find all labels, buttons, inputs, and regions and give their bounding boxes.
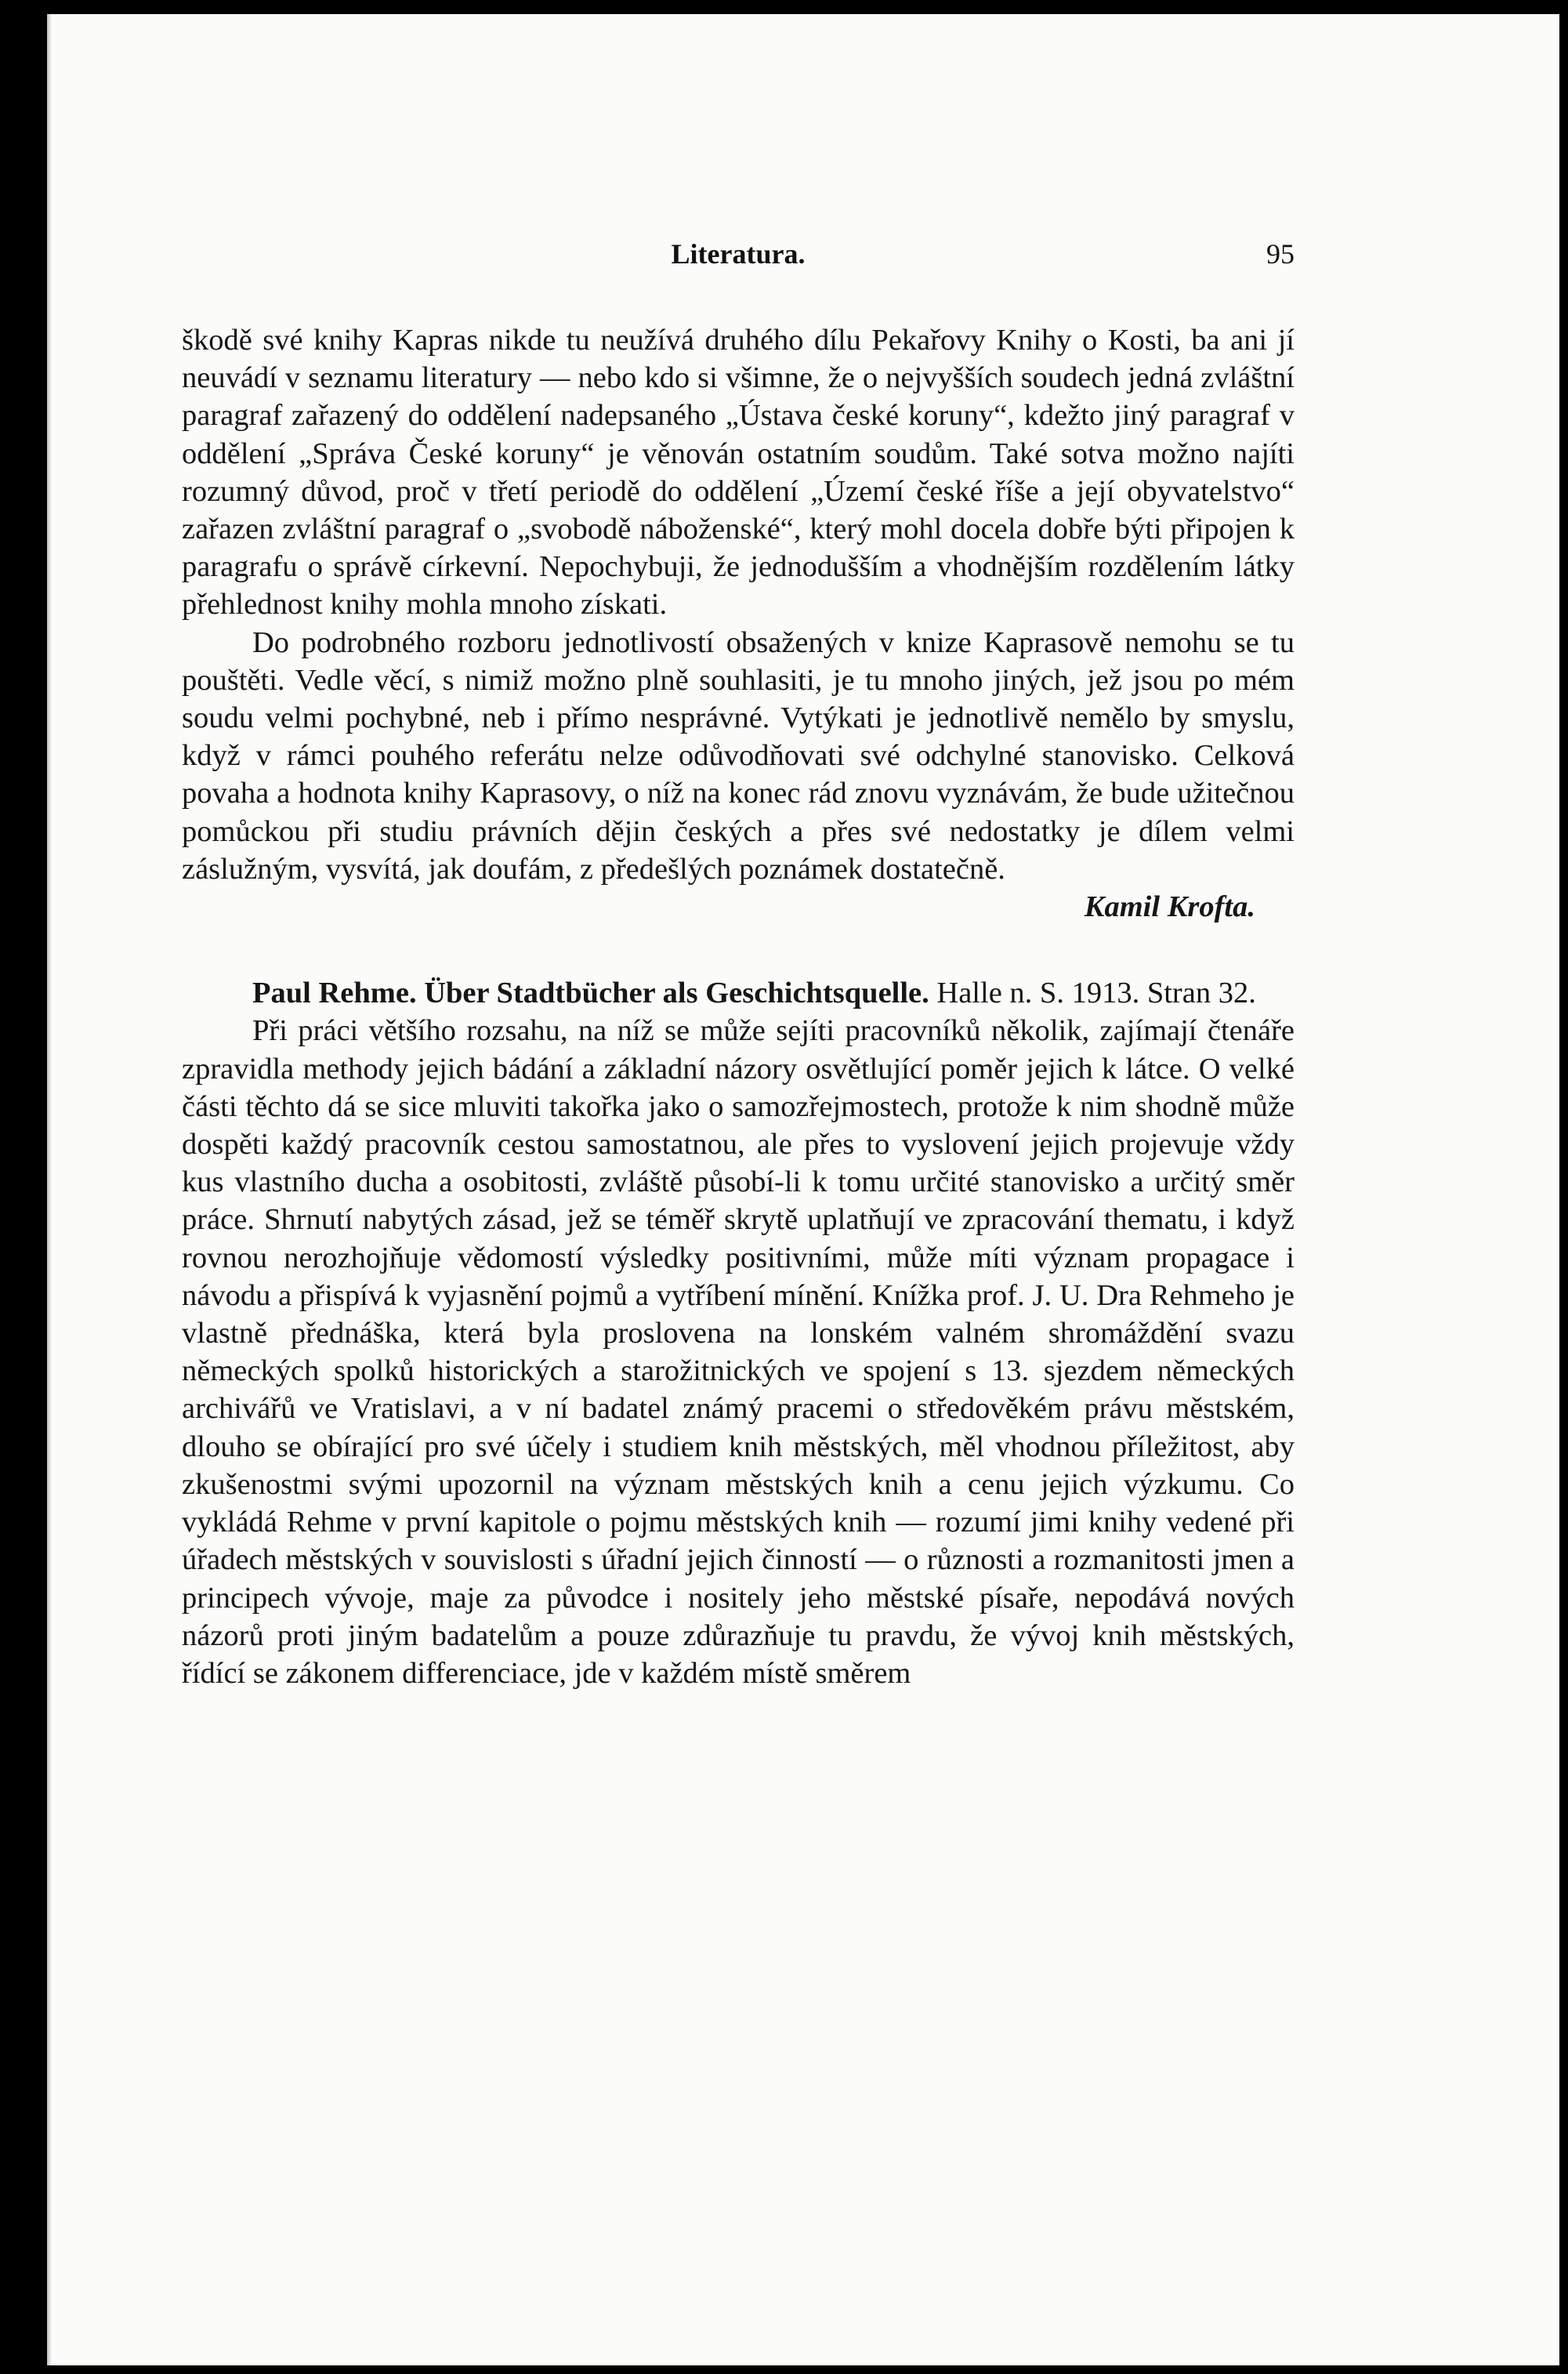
book-title: Über Stadtbücher als Geschichtsquelle. <box>424 977 929 1010</box>
book-author: Paul Rehme. <box>252 977 417 1010</box>
reviewer-signature: Kamil Krofta. <box>1084 890 1255 924</box>
page-number: 95 <box>1266 238 1295 270</box>
review1-paragraph-2: Do podrobného rozboru jednotlivostí obsažených v knize Kaprasově nemohu se tu pouštěti. Vedle věcí, s nimiž možno plně souhlasiti, je tu mnoho jiných, jež jsou po mém soudu velmi pochybné, neb i přímo nesprávné. Vytýkati je jednotlivě nemělo by smyslu, když v rámci pouhého referátu nelze odůvodňovati své odchylné stanovisko. Celková povaha a hodnota knihy Kaprasovy, o níž na konec rád znovu vyznávám, že bude užitečnou pomůckou při studiu právních dějin českých a přes své nedostatky je dílem velmi záslužným, vysvítá, jak doufám, z předešlých poznámek dostatečně. <box>182 625 1295 886</box>
section-gap <box>182 926 1295 974</box>
body-text <box>182 321 1295 1692</box>
running-head <box>182 237 1295 277</box>
review2-paragraph-1: Při práci většího rozsahu, na níž se může sejíti pracovníků několik, zajímají čtenáře zpravidla methody jejich bádání a základní názory osvětlující poměr jejich k látce. O velké části těchto dá se sice mluviti takořka jako o samozřejmostech, protože k nim shodně může dospěti každý pracovník cestou samostatnou, ale přes to vyslovení jejich projevuje vždy kus vlastního ducha a osobitosti, zvláště působí-li k tomu určité stanovisko a určitý směr práce. Shrnutí nabytých zásad, jež se téměř skrytě uplatňují ve zpracování thematu, i když rovnou nerozhojňuje vědomostí výsledky positivními, může míti význam propagace i návodu a přispívá k vyjasnění pojmů a vytříbení mínění. Knížka prof. J. U. Dra Rehmeho je vlastně přednáška, která byla proslovena na lonském valném shromáždění svazu německých spolků historických a starožitnických ve spojení s 13. sjezdem německých archivářů ve Vratislavi, a v ní badatel známý pracemi o středověkém právu městském, dlouho se obírající pro své účely i studiem knih městských, měl vhodnou příležitost, aby zkušenostmi svými upozornil na význam městských knih a cenu jejich výzkumu. Co vykládá Rehme v první kapitole o pojmu městských knih — rozumí jimi knihy vedené při úřadech městských v souvislosti s úřadní jejich činností — o různosti a rozmanitosti jmen a principech vývoje, maje za původce i nositely jeho městské písaře, nepodává nových názorů proti jiným badatelům a pouze zdůrazňuje tu pravdu, že vývoj knih městských, řídící se zákonem differenciace, jde v každém místě směrem <box>182 1014 1295 1690</box>
book-page <box>47 14 1559 2365</box>
review1-paragraph-1: škodě své knihy Kapras nikde tu neužívá druhého dílu Pekařovy Knihy o Kosti, ba ani jí neuvádí v seznamu literatury — nebo kdo si všimne, že o nejvyšších soudech jedná zvláštní paragraf zařazený do oddělení nadepsaného „Ústava české koruny“, kdežto jiný paragraf v oddělení „Správa České koruny“ je věnován ostatním soudům. Také sotva možno najíti rozumný důvod, proč v třetí periodě do oddělení „Území české říše a její obyvatelstvo“ zařazen zvláštní paragraf o „svobodě náboženské“, který mohl docela dobře býti připojen k paragrafu o správě církevní. Nepochybuji, že jednodušším a vhodnějším rozdělením látky přehlednost knihy mohla mnoho získati. <box>182 324 1295 622</box>
page-edge <box>47 14 52 2365</box>
book-publication: Halle n. S. 1913. Stran 32. <box>936 977 1256 1010</box>
running-title: Literatura. <box>671 238 806 270</box>
review2-heading <box>182 974 1295 1012</box>
